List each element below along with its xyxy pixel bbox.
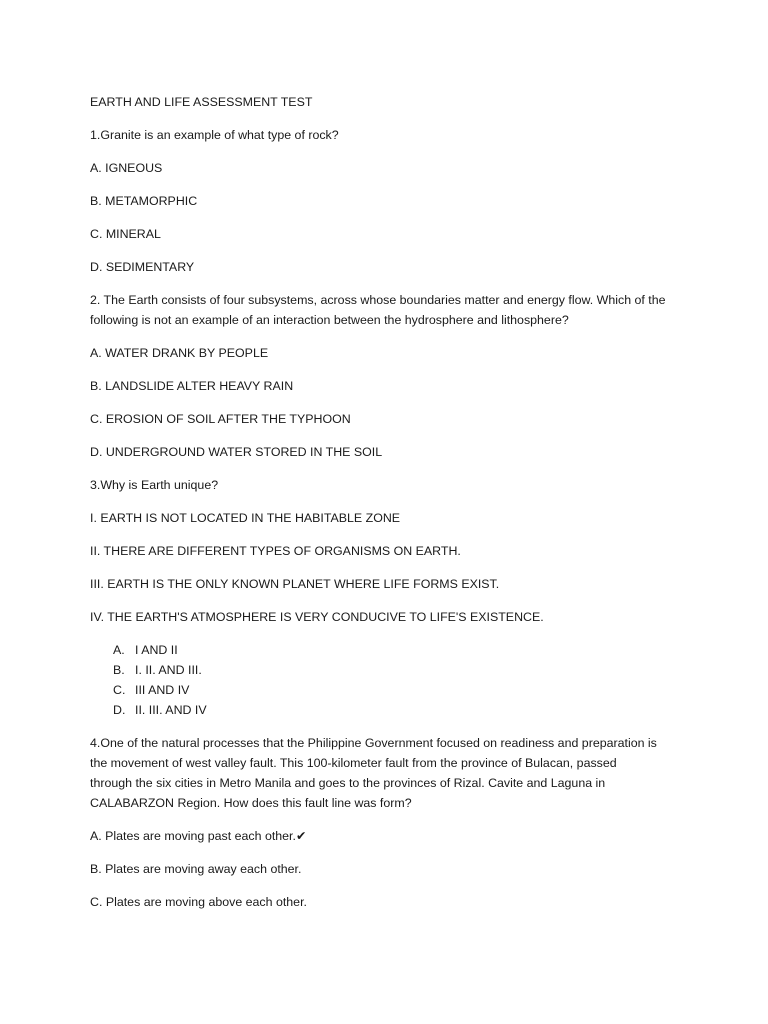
choice-marker: D. <box>113 703 126 717</box>
choice-marker: B. <box>113 663 125 677</box>
choice-marker: A. <box>113 643 125 657</box>
question-3-choice-d <box>113 700 690 720</box>
choice-text: I. II. AND III. <box>135 663 202 677</box>
question-3-choice-c <box>113 680 690 700</box>
question-4-line-1: 4.One of the natural processes that the Philippine Government focused on readiness and preparation is <box>90 736 657 750</box>
choice-text: I AND II <box>135 643 178 657</box>
question-3-statement-4: IV. THE EARTH'S ATMOSPHERE IS VERY CONDUCIVE TO LIFE'S EXISTENCE. <box>90 610 544 624</box>
question-1-option-d: D. SEDIMENTARY <box>90 260 195 274</box>
question-3-text: 3.Why is Earth unique? <box>90 478 219 492</box>
question-2-option-b: B. LANDSLIDE ALTER HEAVY RAIN <box>90 379 294 393</box>
question-1-option-b: B. METAMORPHIC <box>90 194 198 208</box>
question-1-option-c: C. MINERAL <box>90 227 161 241</box>
question-3-statement-3: III. EARTH IS THE ONLY KNOWN PLANET WHERE LIFE FORMS EXIST. <box>90 577 500 591</box>
question-3-statement-2: II. THERE ARE DIFFERENT TYPES OF ORGANISMS ON EARTH. <box>90 544 461 558</box>
question-2-text: 2. The Earth consists of four subsystems, across whose boundaries matter and energy flow. Which of the following is not an example of an interaction between the hydrosphere and lithosphere? <box>90 293 666 327</box>
question-4-line-3: through the six cities in Metro Manila and goes to the provinces of Rizal. Cavite and Laguna in <box>90 776 606 790</box>
question-4-line-4: CALABARZON Region. How does this fault line was form? <box>90 796 412 810</box>
choice-text: III AND IV <box>135 683 190 697</box>
question-4-text <box>90 733 690 813</box>
question-3-choice-b <box>113 660 690 680</box>
choice-text: II. III. AND IV <box>135 703 207 717</box>
choice-marker: C. <box>113 683 126 697</box>
question-2-option-d: D. UNDERGROUND WATER STORED IN THE SOIL <box>90 445 383 459</box>
question-2-option-a: A. WATER DRANK BY PEOPLE <box>90 346 269 360</box>
question-1-text: 1.Granite is an example of what type of rock? <box>90 128 339 142</box>
question-4-option-c: C. Plates are moving above each other. <box>90 895 307 909</box>
question-4-option-b: B. Plates are moving away each other. <box>90 862 302 876</box>
question-3-choices <box>90 640 690 720</box>
question-3-statement-1: I. EARTH IS NOT LOCATED IN THE HABITABLE ZONE <box>90 511 401 525</box>
question-4-option-a: A. Plates are moving past each other.✔ <box>90 829 307 843</box>
question-3-choice-a <box>113 640 690 660</box>
question-1-option-a: A. IGNEOUS <box>90 161 163 175</box>
question-2-option-c: C. EROSION OF SOIL AFTER THE TYPHOON <box>90 412 351 426</box>
question-4-line-2: the movement of west valley fault. This 100-kilometer fault from the province of Bulacan, passed <box>90 756 617 770</box>
document-page <box>90 92 690 925</box>
document-title: EARTH AND LIFE ASSESSMENT TEST <box>90 95 313 109</box>
